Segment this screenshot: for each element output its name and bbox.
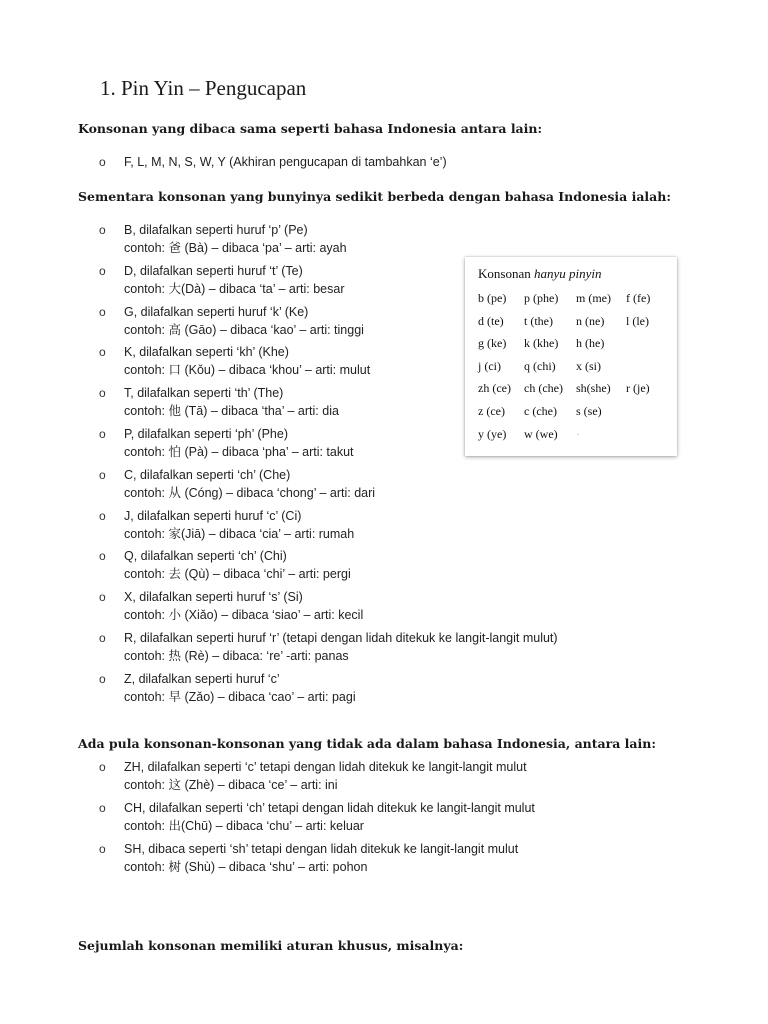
item-example: contoh: 热 (Rè) – dibaca: ‘re’ -arti: panas [124,648,349,663]
pinyin-cell: g (ke) [478,336,507,351]
pinyin-cell: h (he) [576,336,605,351]
pinyin-cell: b (pe) [478,291,507,305]
item-text: F, L, M, N, S, W, Y (Akhiran pengucapan di tambahkan ‘e’) [124,155,447,169]
pinyin-cell: w (we) [524,426,558,441]
list-item [0,588,660,629]
list-item [0,840,660,881]
bullet-marker: o [99,304,106,319]
pinyin-cell: m (me) [576,291,611,305]
extra-consonant-list [0,758,660,881]
section2-heading: Sementara konsonan yang bunyinya sedikit berbeda dengan bahasa Indonesia ialah: [78,189,671,204]
pinyin-cell: c (che) [524,403,557,418]
item-description: SH, dibaca seperti ‘sh’ tetapi dengan lidah ditekuk ke langit-langit mulut [124,842,519,856]
item-example: contoh: 从 (Cóng) – dibaca ‘chong’ – arti: dari [124,485,376,500]
item-example: contoh: 小 (Xiǎo) – dibaca ‘siao’ – arti: kecil [124,608,364,623]
pinyin-table-title-prefix: Konsonan [478,266,534,281]
list-item [0,758,660,799]
list-item [0,153,660,171]
item-description: X, dilafalkan seperti huruf ‘s’ (Si) [124,590,303,605]
item-example: contoh: 高 (Gāo) – dibaca ‘kao’ – arti: tinggi [124,322,364,337]
list-item [0,507,660,548]
page-title: 1. Pin Yin – Pengucapan [100,76,307,100]
pinyin-cell: r (je) [626,381,650,396]
bullet-marker: o [99,155,106,169]
item-description: C, dilafalkan seperti ‘ch’ (Che) [124,467,291,482]
item-description: R, dilafalkan seperti huruf ‘r’ (tetapi dengan lidah ditekuk ke langit-langit mulut) [124,630,558,645]
item-description: K, dilafalkan seperti ‘kh’ (Khe) [124,345,289,360]
item-description: Z, dilafalkan seperti huruf ‘c’ [124,671,280,686]
pinyin-cell: k (khe) [524,336,559,351]
bullet-marker: o [99,467,106,482]
pinyin-cell: l (le) [626,313,649,328]
item-description: J, dilafalkan seperti huruf ‘c’ (Ci) [124,508,302,523]
item-description: T, dilafalkan seperti ‘th’ (The) [124,386,284,401]
item-example: contoh: 他 (Tā) – dibaca ‘tha’ – arti: dia [124,404,339,419]
item-example: contoh: 出(Chū) – dibaca ‘chu’ – arti: keluar [124,819,364,833]
list-item [0,547,660,588]
pinyin-cell: f (fe) [626,291,651,305]
pinyin-cell: q (chi) [524,358,556,373]
list-item [0,466,660,507]
item-description: Q, dilafalkan seperti ‘ch’ (Chi) [124,549,287,564]
pinyin-cell: p (phe) [524,291,559,305]
bullet-marker: o [99,671,106,686]
pinyin-cell: j (ci) [478,358,501,373]
item-example: contoh: 家(Jiā) – dibaca ‘cia’ – arti: rumah [124,526,355,541]
item-description: D, dilafalkan seperti huruf ‘t’ (Te) [124,263,303,278]
list-item [0,670,660,711]
item-example: contoh: 爸 (Bà) – dibaca ‘pa’ – arti: ayah [124,241,347,255]
bullet-marker: o [99,263,106,278]
item-example: contoh: 早 (Zǎo) – dibaca ‘cao’ – arti: pagi [124,689,356,704]
item-description: G, dilafalkan seperti huruf ‘k’ (Ke) [124,304,309,319]
bullet-marker: o [99,630,106,645]
pinyin-consonant-table [465,257,677,456]
pinyin-cell: t (the) [524,313,553,328]
pinyin-cell: sh(she) [576,381,611,396]
item-example: contoh: 口 (Kǒu) – dibaca ‘khou’ – arti: mulut [124,363,371,378]
item-example: contoh: 怕 (Pà) – dibaca ‘pha’ – arti: takut [124,444,354,459]
list-item [0,799,660,840]
bullet-marker: o [99,508,106,523]
bullet-marker: o [99,549,106,564]
pinyin-cell: z (ce) [478,403,505,418]
section1-heading: Konsonan yang dibaca sama seperti bahasa Indonesia antara lain: [78,121,543,136]
pinyin-cell: y (ye) [478,426,507,441]
list-item [0,629,660,670]
bullet-marker: o [99,223,106,237]
item-example: contoh: 大(Dà) – dibaca ‘ta’ – arti: besar [124,281,345,296]
item-description: P, dilafalkan seperti ‘ph’ (Phe) [124,426,288,441]
bullet-marker: o [99,760,106,774]
pinyin-cell: s (se) [576,403,602,418]
pinyin-cell: n (ne) [576,313,605,328]
pinyin-cell: ch (che) [524,381,563,396]
item-description: B, dilafalkan seperti huruf ‘p’ (Pe) [124,223,308,237]
item-description: CH, dilafalkan seperti ‘ch’ tetapi dengan lidah ditekuk ke langit-langit mulut [124,801,535,815]
pinyin-cell: d (te) [478,313,504,328]
item-example: contoh: 这 (Zhè) – dibaca ‘ce’ – arti: ini [124,778,338,792]
bullet-marker: o [99,801,106,815]
pinyin-cell: · [576,426,580,441]
bullet-marker: o [99,842,106,856]
list-item [0,221,660,262]
item-example: contoh: 去 (Qù) – dibaca ‘chi’ – arti: pergi [124,567,351,582]
bullet-marker: o [99,386,106,401]
section3-heading: Ada pula konsonan-konsonan yang tidak ada dalam bahasa Indonesia, antara lain: [78,736,656,751]
item-description: ZH, dilafalkan seperti ‘c’ tetapi dengan lidah ditekuk ke langit-langit mulut [124,760,527,774]
bullet-marker: o [99,345,106,360]
item-example: contoh: 树 (Shù) – dibaca ‘shu’ – arti: pohon [124,860,368,874]
section4-heading: Sejumlah konsonan memiliki aturan khusus, misalnya: [78,938,464,953]
same-consonant-list [0,153,660,171]
pinyin-cell: x (si) [576,358,601,373]
pinyin-table-title [478,266,601,282]
pinyin-cell: zh (ce) [478,381,511,396]
pinyin-table-title-italic: hanyu pinyin [533,266,602,281]
bullet-marker: o [99,590,106,605]
bullet-marker: o [99,426,106,441]
